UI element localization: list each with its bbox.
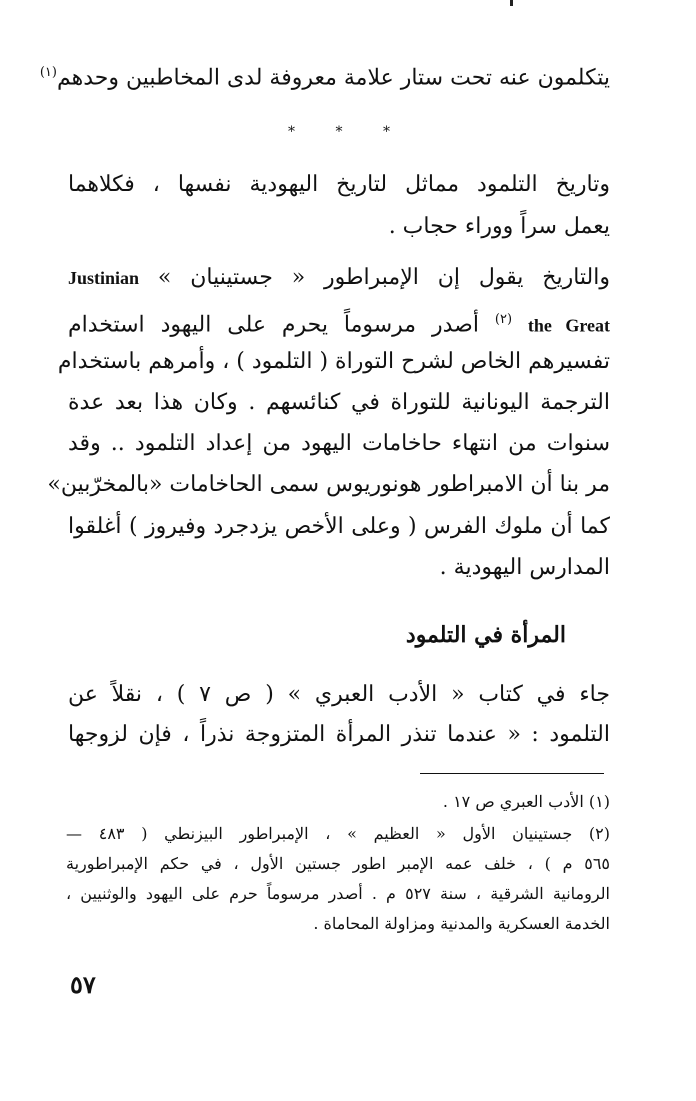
line-text: أصدر مرسوماً يحرم على اليهود استخدام xyxy=(68,312,479,338)
paragraph-line: الترجمة اليونانية للتوراة في كنائسهم . وكان هذا بعد عدة xyxy=(68,390,610,415)
footnote: (١) الأدب العبري ص ١٧ . xyxy=(442,792,610,811)
latin-term: Justinian xyxy=(68,268,140,288)
paragraph-line: وتاريخ التلمود مماثل لتاريخ اليهودية نفسها ، فكلاهما xyxy=(68,172,610,197)
line-text: يتكلمون عنه تحت ستار علامة معروفة لدى المخاطبين وحدهم xyxy=(56,65,610,91)
footnote: ٥٦٥ م ) ، خلف عمه الإمبر اطور جستين الأول ، في حكم الإمبراطورية xyxy=(66,854,610,873)
paragraph-line xyxy=(39,58,610,93)
footnote: (٢) جستينيان الأول « العظيم » ، الإمبراطور البيزنطي ( ٤٨٣ — xyxy=(66,824,611,843)
paragraph-line xyxy=(68,263,610,293)
paragraph-line: سنوات من انتهاء حاخامات اليهود من إعداد التلمود .. وقد xyxy=(68,431,610,456)
paragraph-line: مر بنا أن الامبراطور هونوريوس سمى الحاخامات «بالمخرّبين» xyxy=(47,472,610,497)
footnote: الخدمة العسكرية والمدنية ومزاولة المحاماة . xyxy=(313,914,610,933)
paragraph-line: يعمل سراً ووراء حجاب . xyxy=(388,214,610,239)
section-heading: المرأة في التلمود xyxy=(405,622,566,648)
footnote-ref: (٢) xyxy=(494,312,513,327)
paragraph-line: جاء في كتاب « الأدب العبري » ( ص ٧ ) ، نقلاً عن xyxy=(68,682,610,707)
paragraph-line xyxy=(68,305,610,340)
paragraph-line: كما أن ملوك الفرس ( وعلى الأخص يزدجرد وفيروز ) أغلقوا xyxy=(68,514,610,539)
line-text: والتاريخ يقول إن الإمبراطور « جستينيان » xyxy=(157,265,610,290)
paragraph-line: التلمود : « عندما تنذر المرأة المتزوجة نذراً ، فإن لزوجها xyxy=(68,722,610,747)
page-number: ٥٧ xyxy=(70,970,96,999)
footnote-divider xyxy=(420,773,604,774)
paragraph-line: تفسيرهم الخاص لشرح التوراة ( التلمود ) ، وأمرهم باستخدام xyxy=(57,349,610,374)
paragraph-line: المدارس اليهودية . xyxy=(439,555,610,580)
footnote: الرومانية الشرقية ، سنة ٥٢٧ م . أصدر مرسوماً حرم على اليهود والوثنيين ، xyxy=(66,884,611,903)
section-separator: * * * xyxy=(288,124,408,140)
page-edge-mark xyxy=(510,0,513,6)
footnote-ref: (١) xyxy=(39,65,57,80)
latin-term: the Great xyxy=(527,315,610,336)
